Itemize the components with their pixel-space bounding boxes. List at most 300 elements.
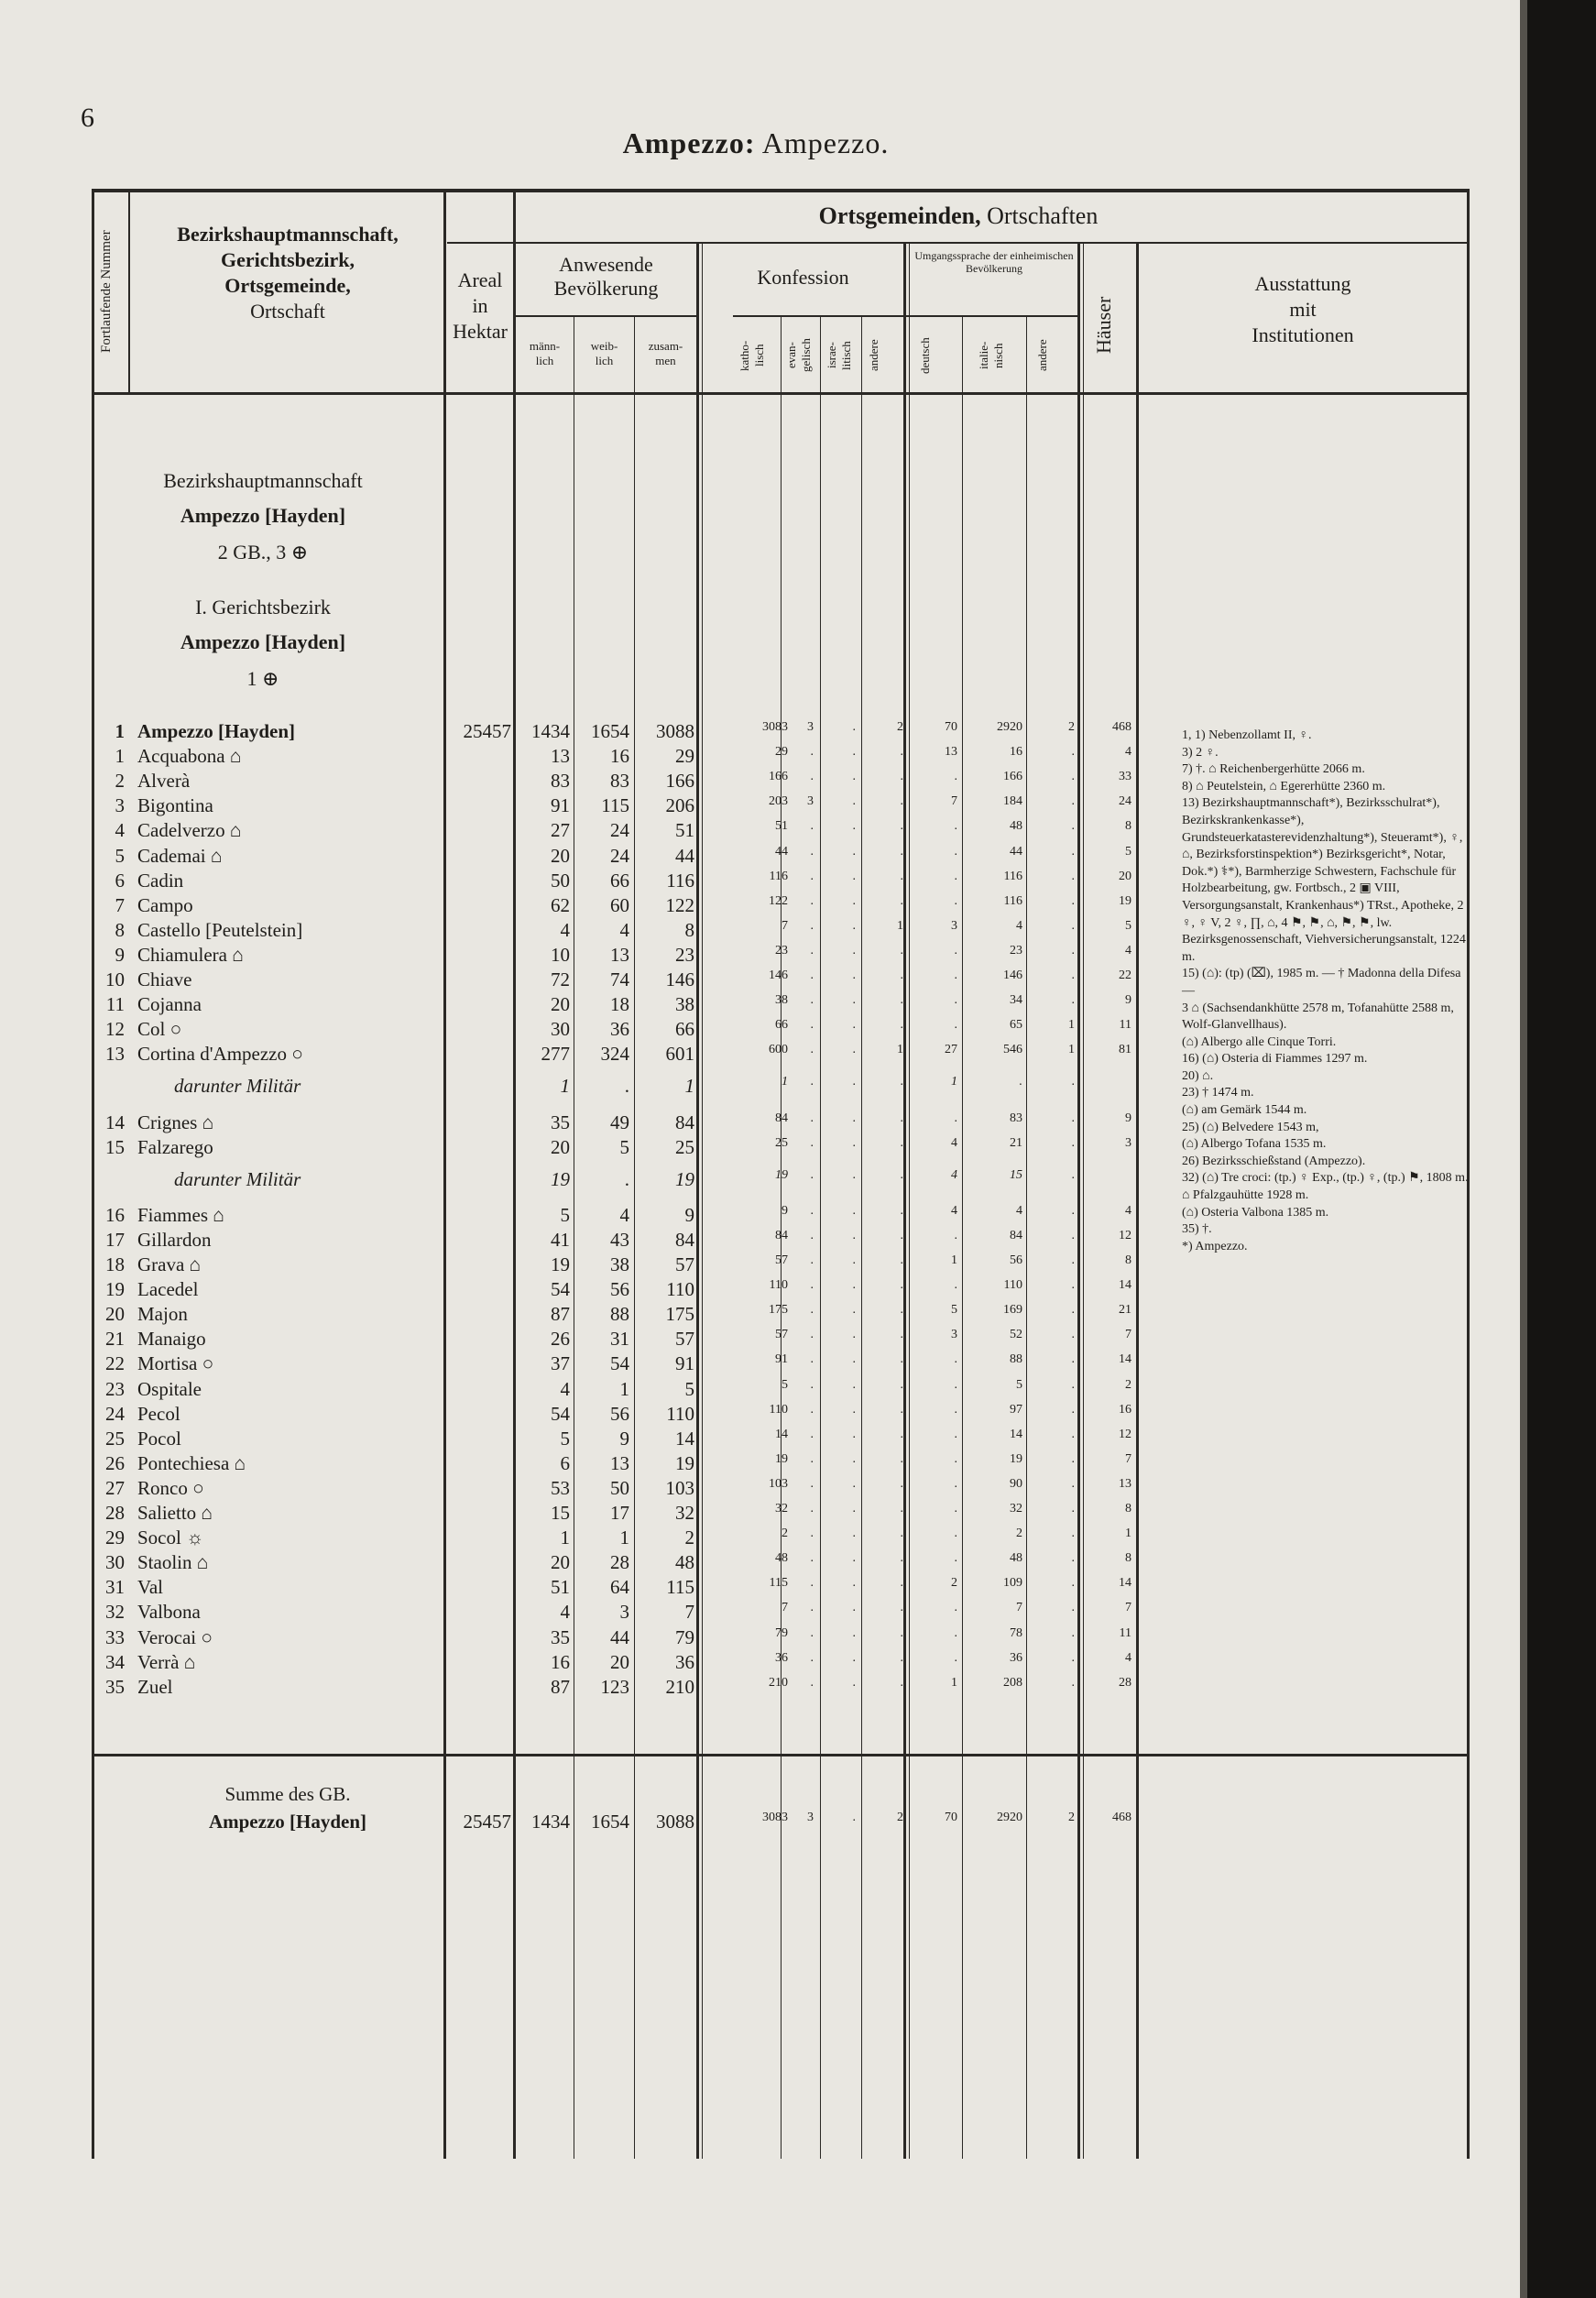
cell-an: . xyxy=(900,1551,903,1566)
cell-m: 35 xyxy=(551,1111,570,1133)
cell-nr: 29 xyxy=(105,1527,125,1549)
cell-m: 51 xyxy=(551,1576,570,1599)
cell-h: 8 xyxy=(1125,819,1131,834)
cell-w: 16 xyxy=(610,745,629,768)
cell-w: 66 xyxy=(610,869,629,892)
cell-is: . xyxy=(852,918,856,933)
header-andere-sprache: andere xyxy=(1035,339,1049,372)
cell-w: 56 xyxy=(610,1402,629,1425)
cell-kat: 600 xyxy=(769,1043,788,1057)
cell-h: 16 xyxy=(1119,1402,1131,1417)
cell-name: Acquabona ⌂ xyxy=(137,745,242,768)
cell-nr: 20 xyxy=(105,1303,125,1326)
cell-de: 7 xyxy=(951,794,957,809)
institution-note: ⌂ Pfalzgauhütte 1928 m. xyxy=(1182,1188,1309,1203)
cell-w: 50 xyxy=(610,1476,629,1499)
cell-de: 27 xyxy=(945,1043,957,1057)
cell-w: 44 xyxy=(610,1625,629,1648)
institutions-notes xyxy=(1182,728,1473,1255)
cell-h: 4 xyxy=(1125,1650,1131,1665)
cell-ev: . xyxy=(810,1675,814,1690)
cell-m: 20 xyxy=(551,1551,570,1574)
cell-ev: . xyxy=(810,1451,814,1466)
table-row xyxy=(92,1403,1470,1428)
cell-w: 123 xyxy=(600,1675,629,1698)
cell-is: . xyxy=(852,1167,856,1182)
cell-m: 54 xyxy=(551,1402,570,1425)
header-italienisch: italie- nisch xyxy=(977,341,1005,370)
cell-an: . xyxy=(900,1675,903,1690)
cell-name: Salietto ⌂ xyxy=(137,1502,213,1524)
cell-z: 57 xyxy=(675,1328,694,1351)
cell-kat: 116 xyxy=(769,869,788,883)
table-row xyxy=(92,1452,1470,1478)
cell-m: 1434 xyxy=(531,720,570,742)
cell-an: . xyxy=(900,1303,903,1318)
institution-note: (⌂) Osteria Valbona 1385 m. xyxy=(1182,1205,1329,1220)
cell-is: . xyxy=(852,720,856,734)
table-row xyxy=(92,1676,1470,1702)
cell-an: . xyxy=(900,1135,903,1150)
cell-m: 26 xyxy=(551,1328,570,1351)
cell-it: 7 xyxy=(1016,1601,1022,1615)
cell-an: . xyxy=(900,1502,903,1516)
cell-w: 28 xyxy=(610,1551,629,1574)
cell-is: . xyxy=(852,993,856,1008)
cell-m: 19 xyxy=(551,1167,570,1190)
cell-de: 4 xyxy=(951,1203,957,1218)
cell-de: 4 xyxy=(951,1135,957,1150)
cell-ev: . xyxy=(810,1328,814,1342)
cell-m: 4 xyxy=(560,918,570,941)
cell-ev: . xyxy=(810,1352,814,1367)
cell-h: 11 xyxy=(1119,1625,1131,1640)
cell-nr: 26 xyxy=(105,1451,125,1474)
cell-de: . xyxy=(954,1427,957,1441)
cell-m: 53 xyxy=(551,1476,570,1499)
cell-it: 4 xyxy=(1016,918,1022,933)
summary-ev: 3 xyxy=(807,1811,814,1824)
cell-kat: 2 xyxy=(782,1527,788,1541)
cell-an2: . xyxy=(1071,1328,1075,1342)
cell-is: . xyxy=(852,968,856,982)
cell-an: . xyxy=(900,1650,903,1665)
cell-m: 35 xyxy=(551,1625,570,1648)
cell-it: 56 xyxy=(1010,1253,1022,1267)
cell-it: 166 xyxy=(1003,770,1022,784)
header-evangelisch: evan- gelisch xyxy=(784,338,813,373)
cell-is: . xyxy=(852,943,856,958)
cell-nr: 27 xyxy=(105,1476,125,1499)
cell-ev: . xyxy=(810,819,814,834)
cell-w: 83 xyxy=(610,770,629,793)
cell-an: . xyxy=(900,1111,903,1125)
cell-area: 25457 xyxy=(463,720,511,742)
cell-an2: . xyxy=(1071,1135,1075,1150)
cell-m: 13 xyxy=(551,745,570,768)
cell-ev: . xyxy=(810,893,814,908)
header-ausstattung-2: mit xyxy=(1289,298,1317,321)
summary-h: 468 xyxy=(1112,1811,1131,1824)
cell-z: 103 xyxy=(665,1476,694,1499)
cell-w: . xyxy=(624,1075,629,1098)
cell-is: . xyxy=(852,1502,856,1516)
cell-it: 83 xyxy=(1010,1111,1022,1125)
cell-it: . xyxy=(1019,1075,1022,1089)
header-name-line3: Ortsgemeinde, xyxy=(224,274,351,297)
cell-nr: 17 xyxy=(105,1228,125,1251)
cell-is: . xyxy=(852,1451,856,1466)
cell-an: 1 xyxy=(897,918,903,933)
cell-h: 12 xyxy=(1119,1228,1131,1242)
cell-w: 54 xyxy=(610,1352,629,1375)
cell-ev: . xyxy=(810,1427,814,1441)
cell-nr: 28 xyxy=(105,1502,125,1524)
header-weiblich: weib- lich xyxy=(590,339,618,367)
cell-z: 25 xyxy=(675,1135,694,1158)
institution-note: 15) (⌂): (tp) (⌧), 1985 m. — † Madonna della Difesa — xyxy=(1182,967,1461,998)
cell-de: . xyxy=(954,1402,957,1417)
cell-is: . xyxy=(852,844,856,859)
cell-m: 10 xyxy=(551,943,570,966)
cell-ev: 3 xyxy=(807,720,814,734)
cell-kat: 7 xyxy=(782,918,788,933)
table-row xyxy=(92,1278,1470,1304)
cell-name: Falzarego xyxy=(137,1135,213,1158)
cell-name: darunter Militär xyxy=(174,1167,301,1190)
rule-konf xyxy=(903,244,906,2159)
cell-it: 184 xyxy=(1003,794,1022,809)
cell-kat: 103 xyxy=(769,1476,788,1491)
cell-de: 3 xyxy=(951,918,957,933)
cell-m: 15 xyxy=(551,1502,570,1524)
cell-w: 60 xyxy=(610,893,629,916)
cell-is: . xyxy=(852,893,856,908)
cell-z: 206 xyxy=(665,794,694,817)
cell-h: 7 xyxy=(1125,1601,1131,1615)
cell-h: 8 xyxy=(1125,1551,1131,1566)
summary-row xyxy=(92,1811,1470,1836)
summary-it: 2920 xyxy=(997,1811,1022,1824)
cell-z: 19 xyxy=(675,1167,694,1190)
cell-an: . xyxy=(900,844,903,859)
cell-it: 48 xyxy=(1010,1551,1022,1566)
cell-an2: . xyxy=(1071,1451,1075,1466)
cell-z: 84 xyxy=(675,1228,694,1251)
institution-note: (⌂) am Gemärk 1544 m. xyxy=(1182,1103,1307,1118)
cell-an: . xyxy=(900,1228,903,1242)
cell-h: 4 xyxy=(1125,943,1131,958)
cell-h: 22 xyxy=(1119,968,1131,982)
table-row xyxy=(92,1303,1470,1329)
cell-w: 36 xyxy=(610,1018,629,1041)
cell-it: 2920 xyxy=(997,720,1022,734)
cell-an2: . xyxy=(1071,869,1075,883)
cell-an2: . xyxy=(1071,1551,1075,1566)
institution-note: 1, 1) Nebenzollamt II, ♀. xyxy=(1182,728,1312,742)
cell-kat: 51 xyxy=(775,819,788,834)
cell-nr: 32 xyxy=(105,1601,125,1624)
cell-is: . xyxy=(852,794,856,809)
table-row xyxy=(92,1651,1470,1677)
cell-an2: . xyxy=(1071,1427,1075,1441)
cell-an2: . xyxy=(1071,1352,1075,1367)
cell-z: 66 xyxy=(675,1018,694,1041)
cell-is: . xyxy=(852,1111,856,1125)
header-konfession: Konfession xyxy=(757,266,849,289)
cell-is: . xyxy=(852,1278,856,1293)
page-title-language: Ampezzo. xyxy=(761,126,890,159)
cell-m: 5 xyxy=(560,1427,570,1450)
cell-w: 9 xyxy=(619,1427,629,1450)
cell-h: 2 xyxy=(1125,1377,1131,1392)
cell-name: Mortisa ○ xyxy=(137,1352,214,1375)
cell-an2: . xyxy=(1071,1650,1075,1665)
cell-kat: 19 xyxy=(775,1167,788,1182)
cell-an: . xyxy=(900,893,903,908)
cell-z: 175 xyxy=(665,1303,694,1326)
cell-h: 8 xyxy=(1125,1253,1131,1267)
cell-de: 4 xyxy=(951,1167,957,1182)
cell-ev: . xyxy=(810,918,814,933)
cell-z: 110 xyxy=(666,1278,694,1301)
cell-kat: 203 xyxy=(769,794,788,809)
cell-ev: . xyxy=(810,745,814,760)
cell-an: . xyxy=(900,869,903,883)
cell-de: 1 xyxy=(951,1253,957,1267)
cell-ev: . xyxy=(810,1111,814,1125)
cell-ev: . xyxy=(810,993,814,1008)
cell-h: 28 xyxy=(1119,1675,1131,1690)
cell-z: 3088 xyxy=(656,720,694,742)
header-areal-1: Areal xyxy=(457,268,503,291)
cell-kat: 32 xyxy=(775,1502,788,1516)
cell-kat: 29 xyxy=(775,745,788,760)
header-anwesende-2: Bevölkerung xyxy=(553,277,659,300)
header-group-bold: Ortsgemeinden, xyxy=(818,202,981,229)
cell-ev: . xyxy=(810,1135,814,1150)
cell-kat: 166 xyxy=(769,770,788,784)
cell-kat: 48 xyxy=(775,1551,788,1566)
cell-it: 44 xyxy=(1010,844,1022,859)
cell-h: 4 xyxy=(1125,1203,1131,1218)
cell-nr: 7 xyxy=(115,893,125,916)
table-row xyxy=(92,1328,1470,1353)
cell-kat: 9 xyxy=(782,1203,788,1218)
cell-de: . xyxy=(954,819,957,834)
cell-z: 115 xyxy=(666,1576,694,1599)
cell-is: . xyxy=(852,1043,856,1057)
cell-an2: . xyxy=(1071,745,1075,760)
cell-de: 3 xyxy=(951,1328,957,1342)
institution-note: 13) Bezirkshauptmannschaft*), Bezirksschulrat*), Bezirkskrankenkasse*), Grundsteuerkatasterevidenzhaltung*), Steueramt*), ♀, ⌂, Bezirksforstinspektion*) Bezirksgericht*, Notar, Dok.*) ⚕*), Barmherzige Schwestern, Fachschule für Holzbearbeitung, gw. Fortbsch., 2 ▣ VIII, Versorgungsanstalt, Krankenhaus*) TRst., Apotheke, 2 ♀, ♀ V, 2 ♀, ∏, ⌂, 4 ⚑, ⚑, ⌂, ⚑, ⚑, lw. Bezirksgenossenschaft, Viehversicherungsanstalt, 1224 m. xyxy=(1182,796,1466,964)
cell-w: 24 xyxy=(610,844,629,867)
cell-it: 97 xyxy=(1010,1402,1022,1417)
institution-note: 3 ⌂ (Sachsendankhütte 2578 m, Tofanahütte 2588 m, Wolf-Glanvellhaus). xyxy=(1182,1001,1454,1033)
cell-is: . xyxy=(852,869,856,883)
cell-w: 324 xyxy=(600,1043,629,1066)
cell-ev: . xyxy=(810,1228,814,1242)
cell-kat: 57 xyxy=(775,1328,788,1342)
cell-z: 57 xyxy=(675,1253,694,1275)
cell-z: 14 xyxy=(675,1427,694,1450)
cell-de: . xyxy=(954,893,957,908)
cell-kat: 110 xyxy=(769,1278,788,1293)
rule-group-header xyxy=(447,242,1470,244)
cell-ev: . xyxy=(810,1203,814,1218)
cell-m: 1 xyxy=(560,1075,570,1098)
cell-is: . xyxy=(852,1576,856,1591)
cell-de: 1 xyxy=(951,1075,957,1089)
cell-it: 109 xyxy=(1003,1576,1022,1591)
cell-m: 277 xyxy=(541,1043,570,1066)
cell-z: 79 xyxy=(675,1625,694,1648)
summary-an: 2 xyxy=(897,1811,903,1824)
cell-name: Verocai ○ xyxy=(137,1625,213,1648)
header-name xyxy=(132,222,443,324)
cell-name: Col ○ xyxy=(137,1018,182,1041)
cell-h: 33 xyxy=(1119,770,1131,784)
cell-ev: . xyxy=(810,1601,814,1615)
cell-w: 88 xyxy=(610,1303,629,1326)
cell-kat: 175 xyxy=(769,1303,788,1318)
cell-m: 19 xyxy=(551,1253,570,1275)
cell-de: . xyxy=(954,1352,957,1367)
cell-name: Pocol xyxy=(137,1427,181,1450)
cell-it: 16 xyxy=(1010,745,1022,760)
cell-name: Cadin xyxy=(137,869,184,892)
cell-z: 116 xyxy=(666,869,694,892)
cell-kat: 7 xyxy=(782,1601,788,1615)
cell-de: . xyxy=(954,1551,957,1566)
header-andere-konfession: andere xyxy=(867,339,880,372)
cell-ev: . xyxy=(810,1303,814,1318)
cell-w: 5 xyxy=(619,1135,629,1158)
cell-h: 24 xyxy=(1119,794,1131,809)
header-name-line1: Bezirkshauptmannschaft, xyxy=(177,223,399,246)
cell-w: 115 xyxy=(601,794,629,817)
cell-an: . xyxy=(900,943,903,958)
cell-ev: . xyxy=(810,1043,814,1057)
cell-it: 84 xyxy=(1010,1228,1022,1242)
table-row xyxy=(92,1551,1470,1577)
cell-de: . xyxy=(954,1228,957,1242)
cell-ev: . xyxy=(810,1402,814,1417)
cell-ev: . xyxy=(810,1625,814,1640)
cell-m: 41 xyxy=(551,1228,570,1251)
cell-z: 110 xyxy=(666,1402,694,1425)
cell-ev: . xyxy=(810,1527,814,1541)
cell-it: 78 xyxy=(1010,1625,1022,1640)
cell-nr: 22 xyxy=(105,1352,125,1375)
cell-h: 7 xyxy=(1125,1451,1131,1466)
header-umgangssprache: Umgangssprache der einheimischen Bevölkerung xyxy=(914,249,1074,275)
cell-it: 5 xyxy=(1016,1377,1022,1392)
cell-it: 32 xyxy=(1010,1502,1022,1516)
cell-de: . xyxy=(954,1527,957,1541)
summary-m: 1434 xyxy=(531,1811,570,1833)
cell-is: . xyxy=(852,1601,856,1615)
cell-kat: 210 xyxy=(769,1675,788,1690)
cell-an2: . xyxy=(1071,1303,1075,1318)
header-deutsch: deutsch xyxy=(918,337,932,374)
header-group-rest: Ortschaften xyxy=(987,202,1099,229)
cell-an: . xyxy=(900,1278,903,1293)
cell-it: 14 xyxy=(1010,1427,1022,1441)
cell-w: 20 xyxy=(610,1650,629,1673)
cell-an2: 1 xyxy=(1068,1043,1075,1057)
cell-an2: . xyxy=(1071,1476,1075,1491)
cell-w: 31 xyxy=(610,1328,629,1351)
cell-m: 20 xyxy=(551,993,570,1016)
cell-it: 90 xyxy=(1010,1476,1022,1491)
cell-it: 48 xyxy=(1010,819,1022,834)
header-ausstattung xyxy=(1139,271,1467,348)
cell-nr: 25 xyxy=(105,1427,125,1450)
cell-kat: 110 xyxy=(769,1402,788,1417)
cell-z: 166 xyxy=(665,770,694,793)
cell-h: 14 xyxy=(1119,1576,1131,1591)
cell-ev: . xyxy=(810,1502,814,1516)
cell-it: 36 xyxy=(1010,1650,1022,1665)
cell-de: . xyxy=(954,1111,957,1125)
summary-is: . xyxy=(852,1811,856,1824)
cell-name: Lacedel xyxy=(137,1278,199,1301)
cell-an2: . xyxy=(1071,844,1075,859)
cell-an: . xyxy=(900,1167,903,1182)
cell-an2: 2 xyxy=(1068,720,1075,734)
cell-kat: 57 xyxy=(775,1253,788,1267)
institution-note: 7) †. ⌂ Reichenbergerhütte 2066 m. xyxy=(1182,762,1365,777)
cell-is: . xyxy=(852,1352,856,1367)
summary-w: 1654 xyxy=(591,1811,629,1833)
cell-de: . xyxy=(954,1502,957,1516)
cell-is: . xyxy=(852,745,856,760)
cell-an: . xyxy=(900,1203,903,1218)
cell-m: 83 xyxy=(551,770,570,793)
cell-name: Cadelverzo ⌂ xyxy=(137,819,242,842)
cell-h: 14 xyxy=(1119,1278,1131,1293)
cell-m: 50 xyxy=(551,869,570,892)
cell-is: . xyxy=(852,1527,856,1541)
cell-is: . xyxy=(852,1427,856,1441)
cell-m: 16 xyxy=(551,1650,570,1673)
table-row xyxy=(92,1527,1470,1552)
cell-an2: 1 xyxy=(1068,1018,1075,1033)
cell-kat: 19 xyxy=(775,1451,788,1466)
cell-nr: 15 xyxy=(105,1135,125,1158)
header-areal xyxy=(447,268,513,345)
cell-is: . xyxy=(852,1328,856,1342)
page-title xyxy=(0,126,1512,160)
cell-it: 34 xyxy=(1010,993,1022,1008)
cell-name: Staolin ⌂ xyxy=(137,1551,209,1574)
cell-z: 210 xyxy=(665,1675,694,1698)
cell-it: 4 xyxy=(1016,1203,1022,1218)
rule-haeuser xyxy=(1136,244,1139,2159)
cell-kat: 79 xyxy=(775,1625,788,1640)
cell-name: Val xyxy=(137,1576,163,1599)
rule-konf2 xyxy=(909,244,910,2159)
cell-ev: . xyxy=(810,1278,814,1293)
cell-name: Chiave xyxy=(137,968,192,990)
cell-nr: 19 xyxy=(105,1278,125,1301)
cell-h: 11 xyxy=(1119,1018,1131,1033)
cell-m: 87 xyxy=(551,1675,570,1698)
cell-an: . xyxy=(900,1451,903,1466)
cell-m: 91 xyxy=(551,794,570,817)
cell-an2: . xyxy=(1071,1377,1075,1392)
